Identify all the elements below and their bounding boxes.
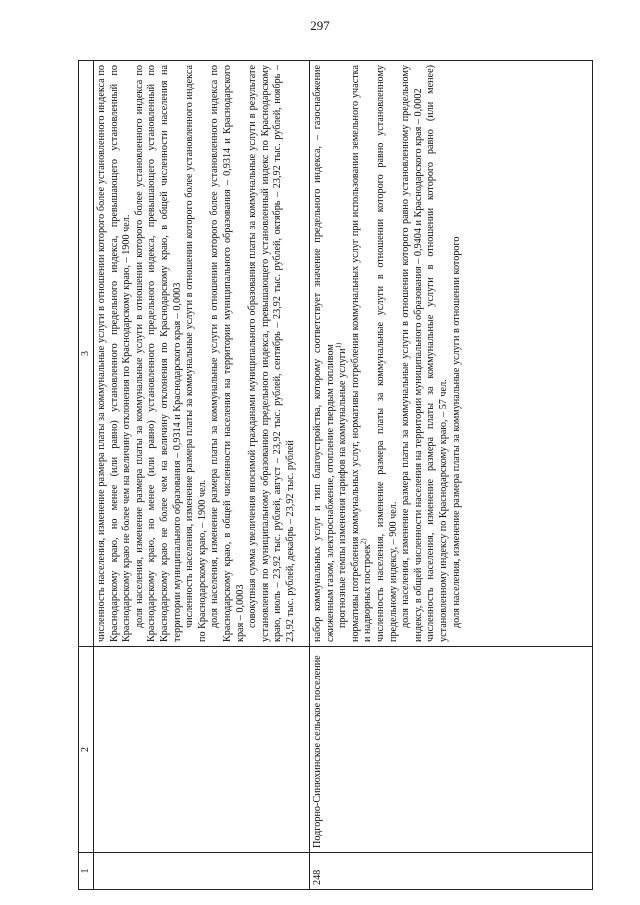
settlement-name: Подгорно-Синюхинское сельское поселение bbox=[310, 647, 593, 853]
table-header-row bbox=[79, 61, 94, 890]
text-paragraph: численность населения, изменение размера платы за коммунальные услуги в отношении которого равно (или менее) установленному индексу по Краснодарскому краю, – 57 чел. bbox=[425, 65, 449, 642]
header-col-3: 3 bbox=[79, 61, 94, 647]
text-paragraph: совокупная сумма увеличения вносимой гражданами муниципального образования платы за коммунальные услуги в результате установления по муниципальному образованию предельного индекса, превышающего установленный индекс по Краснодарскому краю, июль – 23,92 тыс. рублей, август – 23,92 тыс. рублей, сентябрь – 23,92 тыс. рублей, октябрь – 23,92 тыс. рублей, ноябрь – 23,92 тыс. рублей, декабрь – 23,92 тыс. рублей bbox=[247, 65, 296, 642]
text-paragraph: набор коммунальных услуг и тип благоустройства, которому соответствует значение предельного индекса, – газоснабжение сжиженным газом, электроснабжение, отопление твердым топливом bbox=[312, 65, 336, 642]
details-cell bbox=[94, 61, 310, 647]
text-paragraph: численность населения, изменение размера платы за коммунальные услуги в отношении которого более установленного индекса по Краснодарскому краю, – 1900 чел. bbox=[184, 65, 208, 642]
text-paragraph: численность населения, изменение размера платы за коммунальные услуги в отношении которого равно установленному предельному индексу, – 900 чел. bbox=[374, 65, 399, 642]
text-paragraph: доля населения, изменение размера платы за коммунальные услуги в отношении которого равно установленному предельному индексу, в общей численности населения на территории муниципального образования – 0,9404 и Краснодарского края – 0,0002 bbox=[400, 65, 424, 642]
row-number: 248 bbox=[310, 853, 593, 890]
text-paragraph-content: нормативы потребления коммунальных услуг, нормативы потребления коммунальных услуг при использовании земельного участка и надворных построек bbox=[349, 65, 374, 642]
row-number-cell bbox=[94, 853, 310, 890]
header-col-1: 1 bbox=[79, 853, 94, 890]
rotated-table-wrapper bbox=[78, 60, 593, 890]
details-cell bbox=[310, 61, 593, 647]
text-paragraph: доля населения, изменение размера платы за коммунальные услуги в отношении которого bbox=[450, 236, 462, 628]
settlement-cell bbox=[94, 647, 310, 853]
footnote-mark: 2) bbox=[359, 538, 368, 545]
header-col-2: 2 bbox=[79, 647, 94, 853]
table-row-continued bbox=[94, 61, 310, 890]
footnote-mark: 1) bbox=[334, 342, 343, 349]
text-paragraph bbox=[334, 65, 350, 642]
text-paragraph bbox=[350, 65, 375, 642]
page-number: 297 bbox=[310, 18, 330, 33]
text-paragraph: доля населения, изменение размера платы за коммунальные услуги в отношении которого более установленного индекса по Краснодарскому краю, но менее (или равно) установленного предельного индекса, превышающего установленный по Краснодарскому краю не более чем на величину отклонения по Краснодарскому краю, в общей численности населения на территории муниципального образования – 0,9314 и Краснодарского края – 0,0003 bbox=[133, 65, 183, 642]
text-paragraph: численность населения, изменение размера платы за коммунальные услуги в отношении которого более установленного индекса по Краснодарскому краю, но менее (или равно) установленного предельного индекса, превышающего установленный по Краснодарскому краю не более чем на величину отклонения по Краснодарскому краю, – 1900 чел. bbox=[96, 65, 133, 642]
table-row bbox=[310, 61, 593, 890]
data-table bbox=[78, 60, 593, 890]
text-paragraph: доля населения, изменение размера платы за коммунальные услуги в отношении которого более установленного индекса по Краснодарскому краю, в общей численности населения на территории муниципального образования – 0,9314 и Краснодарского края – 0,0003 bbox=[209, 65, 246, 642]
text-paragraph-content: прогнозные темпы изменения тарифов на коммунальные услуги bbox=[337, 348, 349, 628]
